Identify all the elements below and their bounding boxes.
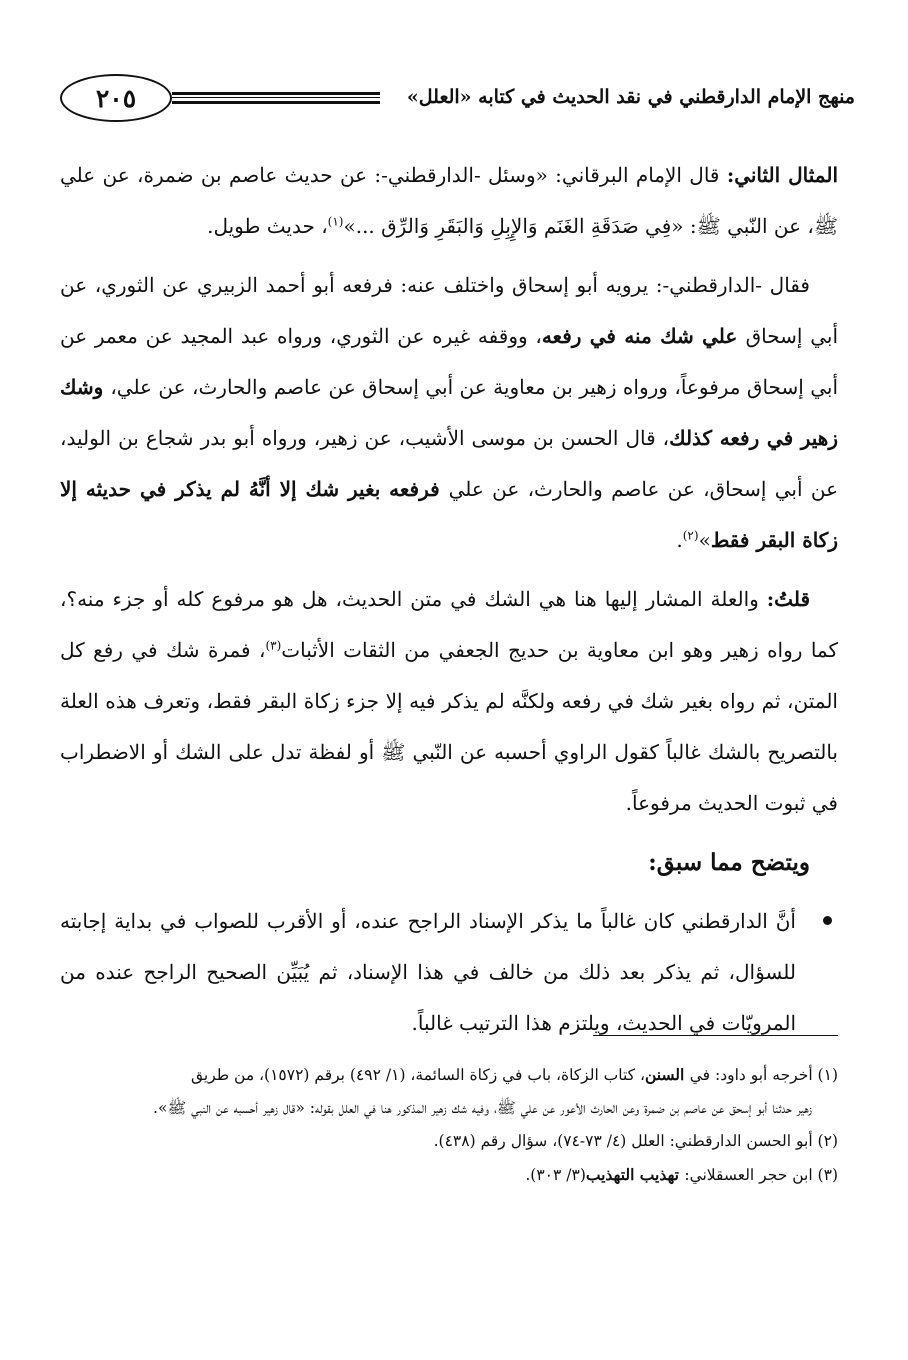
- footnote-separator: [593, 1035, 838, 1036]
- running-title: منهج الإمام الدارقطني في نقد الحديث في كتابه «العلل»: [406, 86, 855, 108]
- paragraph-text: .: [676, 528, 683, 552]
- footnotes: [60, 1058, 838, 1192]
- paragraph-text: ، حديث طويل.: [207, 214, 328, 238]
- footnote-source-title: تهذيب التهذيب: [585, 1165, 685, 1184]
- footnote-ref-3[interactable]: (٣): [265, 638, 282, 653]
- footnote-text: (٢) أبو الحسن الدارقطني:: [669, 1132, 838, 1150]
- paragraph-text: ، قال الحسن بن موسى الأشيب، عن زهير، ورواه أبو بدر شجاع بن الوليد، عن أبي إسحاق، عن عاصم والحارث، عن علي: [60, 426, 838, 501]
- footnote-source-title: السنن: [645, 1065, 690, 1084]
- bullet-item: [60, 896, 838, 1049]
- emphasis-text: وشك زهير في رفعه كذلك: [60, 375, 839, 450]
- example-label: المثال الثاني:: [726, 163, 839, 187]
- page-header: [60, 70, 855, 132]
- footnote-ref-2[interactable]: (٢): [682, 528, 699, 543]
- bullet-icon: [823, 916, 832, 925]
- footnote-text: العلل (٤/ ٧٣-٧٤)، سؤال رقم (٤٣٨).: [433, 1132, 670, 1150]
- emphasis-text: فرفعه بغير شك إلا أنَّهُ لم يذكر في حديثه إلا زكاة البقر فقط: [60, 477, 838, 552]
- footnote-1-continued: زهير حدثنا أبو إسحق عن عاصم بن ضمرة وعن الحارث الأعور عن علي ﷺ، وفيه شك زهير المذكور هنا في العلل بقوله: «قال زهير أحسبه عن النبي ﷺ».: [153, 1099, 812, 1117]
- footnote-text: (١) أخرجه أبو داود: في: [689, 1066, 838, 1084]
- paragraph-text: والعلة المشار إليها هنا هي الشك في متن الحديث، هل هو مرفوع كله أو جزء منه؟، كما رواه زهير وهو ابن معاوية بن حديج الجعفي من الثقات الأثبات: [60, 587, 838, 662]
- paragraph-example-two: [60, 150, 838, 252]
- commentary-label: قلتُ:: [766, 587, 810, 611]
- paragraph-text: فقال -الدارقطني-: يرويه أبو إسحاق واختلف عنه: فرفعه أبو أحمد الزبيري عن الثوري، عن أبي إسحاق: [60, 273, 838, 348]
- paragraph-daraqutni-answer: [60, 260, 838, 566]
- paragraph-text: قال الإمام البرقاني: «وسئل -الدارقطني-: عن حديث عاصم بن ضمرة، عن علي ﷺ، عن النّبي ﷺ: «فِي صَدَقَةِ الغَنَم وَالإِبِلِ وَالبَقَرِ وَالرِّق ...»: [60, 163, 838, 238]
- paragraph-text: ، ووقفه غيره عن الثوري، ورواه عبد المجيد عن معمر عن أبي إسحاق مرفوعاً، ورواه زهير بن معاوية عن أبي إسحاق عن عاصم والحارث، عن علي،: [60, 324, 838, 399]
- main-text: [60, 150, 838, 1057]
- paragraph-commentary: [60, 574, 838, 829]
- header-rule: [172, 92, 380, 104]
- footnote-3: [60, 1158, 838, 1192]
- emphasis-text: علي شك منه في رفعه: [541, 324, 746, 348]
- bullet-text: أنَّ الدارقطني كان غالباً ما يذكر الإسناد الراجح عنده، أو الأقرب للصواب في بداية إجابته للسؤال، ثم يذكر بعد ذلك من خالف في هذا الإسناد، ثم يُبَيِّن الصحيح الراجح عنده من المرويّات في الحديث، ويلتزم هذا الترتيب غالباً.: [60, 909, 796, 1035]
- footnote-text: (٣) ابن حجر العسقلاني:: [684, 1166, 838, 1184]
- footnote-1: [60, 1058, 838, 1092]
- paragraph-text: ، فمرة شك في رفع كل المتن، ثم رواه بغير شك في رفعه ولكنَّه لم يذكر فيه إلا جزء زكاة البقر فقط، وتعرف هذه العلة بالتصريح بالشك غالباً كقول الراوي أحسبه عن النّبي ﷺ أو لفظة تدل على الشك أو الاضطراب في ثبوت الحديث مرفوعاً.: [60, 638, 838, 815]
- section-heading: ويتضح مما سبق:: [648, 849, 810, 876]
- footnote-2: [60, 1125, 838, 1158]
- page-number-badge: ٢٠٥: [60, 74, 172, 122]
- footnote-text: (٣/ ٣٠٣).: [525, 1166, 586, 1184]
- footnote-text: ، كتاب الزكاة، باب في زكاة السائمة، (١/ ٤٩٢) برقم (١٥٧٢)، من طريق: [190, 1066, 645, 1084]
- paragraph-text: »: [698, 528, 711, 552]
- footnote-ref-1[interactable]: (١): [327, 214, 344, 229]
